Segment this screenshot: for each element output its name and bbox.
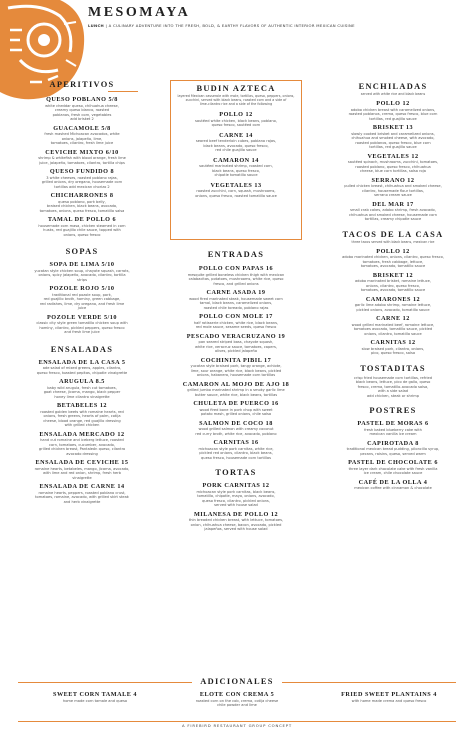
item-name: PASTEL DE MORAS 6 [357, 420, 429, 428]
menu-item [12, 402, 152, 428]
item-desc: home made corn tamale and queso [62, 698, 128, 703]
item-name: ELOTE CON CREMA 5 [199, 691, 275, 698]
menu-item [318, 296, 468, 313]
item-name: CAMARONES 12 [365, 295, 421, 303]
section-title-tacos: TACOS DE LA CASA [342, 229, 444, 239]
item-name: BRISKET 13 [372, 124, 414, 132]
menu-item [318, 201, 468, 222]
item-desc: half rotisserie chicken, white rice, black beans, red mole sauce, sesame seeds, queso fresco [193, 320, 279, 329]
item-name: COCHINITA PIBIL 17 [200, 356, 272, 364]
section-title-enchiladas: ENCHILADAS [358, 82, 428, 91]
item-name: ENSALADA MERCADO 12 [39, 430, 125, 438]
menu-item [318, 479, 468, 491]
item-name: PESCADO VERACRUZANO 19 [186, 332, 286, 340]
menu-item [12, 359, 152, 376]
item-name: VEGETALES 13 [210, 181, 262, 189]
item-desc: slowly cooked brisket and caramelized onions, chihuahua and smoked cheese, with avocado, roasted poblanos, queso fresco, blue corn tortillas, red guajillo sauce [351, 131, 435, 150]
menu-item [162, 289, 310, 310]
menu-item [162, 265, 310, 286]
sopas-list [12, 261, 152, 335]
section-note: three tacos served with black beans, mexican rice [351, 239, 435, 244]
menu-item [162, 357, 310, 378]
item-desc: crisp fried housemade corn tortillas, refried black beans, lettuce, pico de gallo, queso fresco, crema, tomatillo-avocado salsa, with a side salad add chicken, steak or shrimp [354, 375, 432, 398]
item-name: POLLO 12 [219, 111, 253, 119]
item-desc: housemade corn masa, chicken steamed in corn husks, red guajillo chile sauce, topped with onions, queso fresco [38, 223, 126, 237]
item-desc: roasted corn on the cob, crema, cotija cheese chile powder and lime [195, 698, 279, 707]
menu-item [172, 111, 300, 128]
menu-item [318, 124, 468, 150]
item-name: PASTEL DE CHOCOLATE 6 [348, 459, 438, 467]
menu-item [318, 459, 468, 476]
aperitivos-list [12, 96, 152, 237]
menu-item [162, 511, 310, 532]
item-desc: slow braised pork, cilantro, onions, pico, queso fresco, salsa [361, 346, 425, 356]
item-name: BRISKET 12 [372, 271, 414, 279]
footer-concept: A FIREBIRD RESTAURANT GROUP CONCEPT [182, 723, 292, 728]
item-desc: roasted golden beets with romaine hearts, red onions, fresh greens, hearts of palm, cotija cheese, blood orange, red guajillo dressing with grilled chicken [40, 409, 124, 427]
menu-item [162, 420, 310, 437]
middle-column [172, 84, 300, 198]
brand-tagline [88, 23, 458, 28]
menu-item [12, 125, 152, 146]
item-desc: thin breaded chicken breast, with lettuce, tomatoes, onion, chihuahua cheese, bacon, avocado, pickled jalapeños, served with house salad [188, 518, 284, 531]
section-title-tostaditas: TOSTADITAS [360, 363, 426, 373]
item-name: CARNE 14 [219, 131, 253, 139]
item-desc: sautéed spinach, mushrooms, zucchini, tomatoes, roasted poblano, queso fresco, chihuahua cheese, blue corn tortillas, salsa roja [347, 160, 439, 174]
item-desc: classic city style green tomatillo chicken soup with hominy, cilantro, pickled peppers, queso fresco and fresh lime juice [36, 321, 128, 334]
menu-item [12, 431, 152, 457]
item-name: MILANESA DE POLLO 12 [193, 510, 279, 518]
item-name: QUESO POBLANO 5/8 [46, 96, 118, 103]
menu-item [12, 216, 152, 237]
item-name: POLLO CON PAPAS 16 [198, 265, 274, 272]
left-column [12, 80, 152, 504]
item-name: CARNE ASADA 19 [206, 289, 266, 296]
menu-item [318, 440, 468, 457]
menu-item [162, 439, 310, 460]
item-name: SERRANO 12 [371, 176, 415, 184]
menu-item [12, 168, 152, 189]
item-desc: shrimp & whitefish with blood orange, fresh lime juice, jalapeño, tomatoes, cilantro, tortilla chips [38, 156, 126, 165]
item-name: ARUGULA 8.5 [59, 378, 105, 385]
item-desc: wood fired marinated steak, housemade sweet corn tamal, black beans, caramelized onions, roasted chile toreado, poblano rajas [189, 296, 283, 310]
menu-item [318, 339, 468, 356]
section-title-entradas: ENTRADAS [207, 250, 265, 259]
item-name: VEGETALES 12 [367, 152, 419, 160]
item-desc: michoacan style pork carnitas, white rice, pickled red onions, cilantro, black beans, queso fresco, housemade corn tortillas [198, 446, 274, 460]
item-desc: seared beef tenderloin cubes, poblano rajas, black beans, avocado, queso fresco, red chile guajillo sauce [195, 139, 277, 153]
item-desc: adobo marinated chicken, onions, cilantro, queso fresco, tomatoes, fresh cabbage, lettuce, tomatoes, avocado, tomatillo sauce [342, 255, 444, 269]
item-desc: grilled jumbo marinated shrimp in a smoky garlic lime butter sauce, white rice, black beans, tortillas [187, 388, 285, 397]
item-desc: pan seared striped bass, chayote squash, white rice, veracruz sauce, tomatoes, capers, olives, pickled jalapeño [195, 340, 277, 353]
section-title-tortas: TORTAS [215, 468, 257, 477]
item-desc: fresh mashed Michoacan avocados, white onions, jalapeño, lime, tomatoes, cilantro, fresh lime juice [44, 132, 120, 145]
item-name: CARNE 12 [376, 315, 410, 323]
menu-item [318, 177, 468, 198]
item-name: CARNITAS 16 [213, 439, 259, 446]
item-name: QUESO FUNDIDO 8 [49, 168, 115, 175]
item-name: BETABELES 12 [56, 402, 108, 409]
section-title-ensaladas: ENSALADAS [50, 344, 114, 354]
item-desc: three layer dark chocolate cake with fresh vanilla ice cream, chile chocolate sauce [348, 466, 438, 476]
section-title-aperitivos: APERITIVOS [49, 80, 115, 89]
entradas-list [162, 265, 310, 460]
menu-item [12, 314, 152, 335]
item-desc: adobo marinated brisket, romaine lettuce, onions, cilantro, queso fresco, tomatoes, avocado, tomatillo sauce [354, 279, 432, 293]
menu-item [318, 315, 468, 336]
item-name: ENSALADA DE CEVICHE 15 [35, 459, 129, 466]
item-desc: 3 white cheeses, roasted poblano rajas, grilled onions, dry oregano, housemade corn tortillas add mexican chorizo 2 [41, 175, 123, 189]
restaurant-name: MESOMAYA [88, 5, 191, 20]
menu-item [318, 272, 468, 293]
menu-item [172, 182, 300, 199]
menu-item [162, 400, 310, 417]
postres-list [318, 420, 468, 491]
item-desc: queso poblano, pork belly, braised chicken, black beans, avocado, tomatoes, onions, queso fresco, tomatillo salsa [39, 199, 125, 213]
adicionales-section [0, 677, 474, 686]
item-name: ENSALADA DE CARNE 14 [39, 483, 125, 490]
item-desc: white cheddar queso, chihuahua cheese, creamy queso blanco, roasted poblanos, fresh corn, vegetables add brisket 2 [45, 103, 119, 121]
item-name: SOPA DE LIMA 5/10 [49, 261, 115, 268]
item-desc: romaine hearts, peppers, roasted poblano crust, tomatoes, romaine, avocado, with grilled skirt steak and herb vinaigrette [35, 490, 129, 504]
section-note: layered Mexican casserole with mole, tortillas, queso, peppers, onions, zucchini, served with black beans, roasted corn and a side of lime-cilantro rice and a side of the following [177, 94, 295, 107]
item-name: GUACAMOLE 5/8 [53, 124, 111, 132]
menu-item [318, 153, 468, 174]
item-desc: small crab cakes, adobo shrimp, fresh avocado, chihuahua and smoked cheese, housemade corn tortillas, creamy chipotle sauce [348, 208, 438, 222]
item-name: CAMARON 14 [213, 156, 259, 164]
item-name: CHICHARRONES 8 [50, 192, 114, 199]
item-desc: mesquite grilled boneless chicken thigh with mexican calabacitas, potatoes, mushrooms, white rice, queso fresco, and grilled onions [187, 272, 285, 286]
item-name: ENSALADA DE LA CASA 5 [38, 358, 126, 366]
item-name: POLLO 12 [376, 247, 410, 255]
menu-item [318, 248, 468, 269]
menu-item [30, 691, 160, 703]
section-title-postres: POSTRES [369, 406, 417, 416]
item-desc: hand cut romaine and iceberg lettuce, roasted corn, tomatoes, cucumber, avocado, grilled chicken breast, Pantaleón queso, cilantro avocado dressing [38, 438, 126, 456]
middle-column-lower [162, 250, 310, 532]
menu-item [162, 482, 310, 508]
menu-item [12, 285, 152, 311]
item-name: POLLO CON MOLE 17 [199, 313, 273, 320]
item-desc: wood grilled salmon with creamy coconut red curry broth, white rice, avocado, poblano [195, 427, 277, 436]
item-name: CARNITAS 12 [370, 339, 416, 347]
item-name: SWEET CORN TAMALE 4 [53, 691, 137, 698]
tagline-meal: LUNCH [88, 23, 105, 28]
menu-item [318, 420, 468, 437]
brand-header [88, 5, 458, 28]
tortas-list [162, 482, 310, 532]
item-desc: michoacan style pork carnitas, black beans, tomatillo, chipotle, mayo, onions, avocado, queso fresco, cilantro, pickled onions, served with house salad [196, 489, 276, 507]
item-name: POZOLE ROJO 5/10 [49, 285, 115, 292]
item-desc: traditional mexican bread pudding, piloncillo syrup, pecans, raisins, queso, served warm [346, 447, 440, 456]
item-desc: sautéed white chicken, black beans, poblano, queso fresco, sautéed corn [195, 118, 277, 128]
item-desc: mexican coffee with cinnamon & chocolate [354, 486, 432, 491]
item-desc: fresh baked blueberry cake with mexican vanilla ice cream [364, 427, 422, 437]
menu-item [172, 132, 300, 153]
menu-item [162, 333, 310, 354]
menu-item [172, 157, 300, 178]
menu-item [12, 378, 152, 399]
item-desc: ade salad of mixed greens, apples, cilantro, queso fresco, toasted pepitas, chipotle vinaigrette [36, 366, 128, 375]
item-name: PORK CARNITAS 12 [202, 482, 270, 489]
enchiladas-list [318, 100, 468, 222]
section-title-adicionales: ADICIONALES [200, 677, 274, 686]
item-desc: baby wild arugula, fresh cut tomatoes, goat cheese, jicama, mango, black pepper honey lime cilantro vinaigrette [43, 385, 121, 399]
item-desc: pulled chicken breast, chihuahua and smoked cheese, cilantro, housemade flour tortillas, serrano cream sauce [344, 184, 442, 198]
section-title-sopas: SOPAS [65, 247, 99, 256]
item-desc: yucatan style chicken soup, chayote squash, carrots, onions, spicy jalapeño, avocado, cilantro, tortilla strips [34, 268, 130, 282]
ensaladas-list [12, 359, 152, 505]
menu-item [12, 459, 152, 480]
item-desc: with home made crema and queso fresco [351, 698, 427, 703]
section-note: served with white rice and black beans [360, 92, 426, 96]
item-name: CAFÉ DE LA OLLA 4 [358, 478, 428, 486]
menu-item [162, 381, 310, 398]
item-desc: roasted zucchini, corn, squash, mushrooms, onions, queso fresco, roasted tomatillo sauce [195, 189, 277, 198]
item-name: POLLO 12 [376, 100, 410, 108]
menu-item [12, 261, 152, 282]
item-name: SALMON DE COCO 18 [199, 419, 273, 427]
budin-list [172, 111, 300, 198]
item-name: POZOLE VERDE 5/10 [47, 313, 117, 321]
menu-item [12, 149, 152, 166]
menu-item [12, 96, 152, 122]
item-desc: adobo chicken breast with caramelized onions, roasted poblanos, crema, queso fresco, blue corn tortillas, red guajillo sauce [348, 107, 438, 121]
divider-rule [18, 721, 456, 722]
menu-item [318, 376, 468, 399]
item-desc: traditional red pozole soup, pork, red guajillo broth, hominy, green cabbage, red radishes, lime, dry oregano, and fresh lime juice [39, 292, 125, 310]
item-desc: sautéed marinated shrimp, roasted corn, black beans, queso fresco, chipotle tomatillo sauce [199, 164, 273, 178]
tacos-list [318, 248, 468, 356]
menu-item [316, 691, 462, 703]
item-name: CHULETA DE PUERCO 16 [193, 400, 279, 407]
item-name: DEL MAR 17 [372, 200, 414, 208]
item-name: CAPIROTADA 8 [367, 439, 419, 447]
menu-item [318, 100, 468, 121]
menu-item [12, 483, 152, 504]
item-name: CAMARON AL MOJO DE AJO 18 [182, 380, 290, 388]
menu-item [162, 313, 310, 330]
item-desc: romaine hearts, betabeles, mango, jicama, avocado, with lime and red onion, shrimp, fresh herb vinaigrette [34, 466, 130, 480]
menu-item [12, 192, 152, 213]
menu-item [172, 691, 302, 708]
item-desc: yucatan style braised pork, tangy orange, achiote, lime, sour orange, white rice, black beans, pickled onions, habanero, housemade corn tortillas [190, 364, 282, 377]
item-desc: garlic lime adobo shrimp, romaine lettuce, pickled onions, avocado, tomatillo sauce [354, 303, 432, 312]
item-desc: wood grilled marinated beef, romaine lettuce, tomatoes avocado, tomatillo sauce, pickled onions, cilantro, tomatillo sauce [351, 322, 435, 336]
section-title-budin: BUDIN AZTECA [196, 84, 276, 93]
tagline-text: | A CULINARY ADVENTURE INTO THE FRESH, BOLD, & EARTHY FLAVORS OF AUTHENTIC INTERIOR MEXICAN CUISINE [105, 23, 355, 28]
item-name: FRIED SWEET PLANTAINS 4 [341, 691, 437, 698]
item-desc: wood fired bone in pork chop with sweet potato mash, grilled onions, chile salsa [199, 407, 273, 416]
item-name: TAMAL DE POLLO 6 [47, 216, 117, 223]
right-column [318, 82, 468, 491]
item-name: CEVICHE MIXTO 6/10 [45, 148, 119, 156]
